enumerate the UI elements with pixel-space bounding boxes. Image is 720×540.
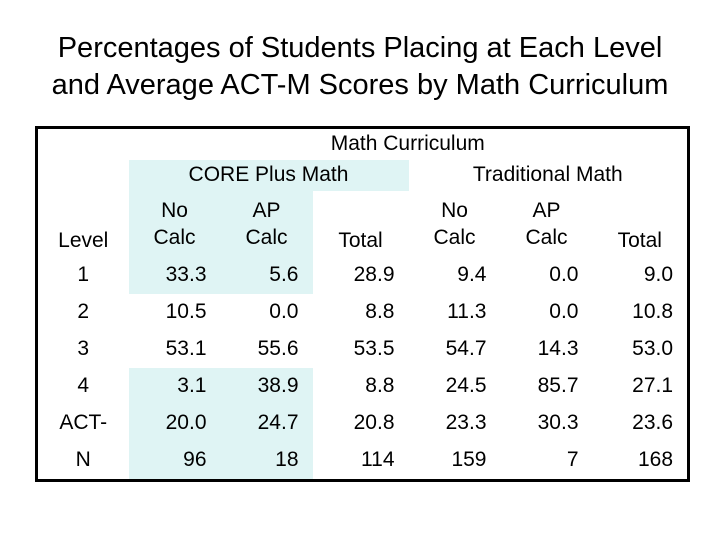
trad-no-calc-cell: 24.5 (445, 374, 487, 398)
core-no-calc-cell: 3.1 (129, 368, 221, 405)
trad-ap-calc-cell: 30.3 (537, 411, 579, 435)
core-no-calc-header (129, 191, 221, 257)
title-line-2: and Average ACT-M Scores by Math Curriculum (51, 69, 669, 101)
trad-total-header: Total (617, 228, 662, 252)
trad-no-calc-cell: 23.3 (445, 411, 487, 435)
header-line: AP (252, 198, 281, 222)
table-row (37, 405, 689, 442)
slide-title (0, 30, 720, 104)
core-no-calc-cell: 10.5 (165, 300, 207, 324)
row-label: 2 (77, 300, 90, 324)
core-no-calc-cell: 96 (129, 442, 221, 481)
trad-no-calc-cell: 9.4 (457, 263, 487, 287)
core-total-header: Total (338, 228, 383, 252)
row-label: ACT- (59, 411, 108, 435)
trad-ap-calc-cell: 0.0 (549, 300, 579, 324)
core-ap-calc-header (221, 191, 313, 257)
level-header: Level (58, 228, 109, 252)
table-row (37, 368, 689, 405)
row-label: 4 (77, 374, 90, 398)
trad-total-cell: 27.1 (632, 374, 674, 398)
header-line: No (441, 198, 468, 222)
core-ap-calc-cell: 18 (221, 442, 313, 481)
core-ap-calc-cell: 24.7 (221, 405, 313, 442)
header-line: No (161, 198, 188, 222)
trad-total-cell: 9.0 (643, 263, 674, 287)
trad-ap-calc-cell: 85.7 (537, 374, 579, 398)
core-total-cell: 114 (361, 448, 395, 472)
trad-total-cell: 53.0 (632, 337, 674, 361)
row-label: N (75, 448, 91, 472)
curriculum-header-row (37, 160, 689, 191)
header-line: AP (532, 198, 561, 222)
core-no-calc-cell: 20.0 (129, 405, 221, 442)
traditional-math-header: Traditional Math (472, 163, 623, 187)
trad-no-calc-header (409, 191, 501, 257)
trad-total-cell: 23.6 (632, 411, 674, 435)
header-line: Calc (525, 225, 568, 249)
title-line-1: Percentages of Students Placing at Each Level (57, 32, 663, 64)
results-table (35, 126, 690, 482)
table-row (37, 331, 689, 368)
core-total-cell: 28.9 (353, 263, 395, 287)
table-row (37, 294, 689, 331)
header-line: Calc (153, 225, 196, 249)
trad-ap-calc-cell: 0.0 (549, 263, 579, 287)
core-ap-calc-cell: 55.6 (257, 337, 299, 361)
header-line: Calc (245, 225, 288, 249)
core-no-calc-cell: 53.1 (165, 337, 207, 361)
core-total-cell: 53.5 (353, 337, 395, 361)
corner-cell-2 (37, 160, 129, 191)
core-no-calc-cell: 33.3 (129, 257, 221, 294)
core-plus-math-header: CORE Plus Math (129, 160, 409, 191)
trad-ap-calc-cell: 7 (566, 448, 579, 472)
trad-ap-calc-cell: 14.3 (537, 337, 579, 361)
core-ap-calc-cell: 38.9 (221, 368, 313, 405)
row-label: 3 (77, 337, 90, 361)
table-row (37, 442, 689, 481)
core-total-cell: 8.8 (365, 374, 395, 398)
core-ap-calc-cell: 0.0 (269, 300, 299, 324)
corner-cell (37, 128, 129, 160)
trad-ap-calc-header (501, 191, 593, 257)
core-total-cell: 20.8 (353, 411, 395, 435)
sub-header-row (37, 191, 689, 257)
table-row (37, 257, 689, 294)
trad-no-calc-cell: 54.7 (445, 337, 487, 361)
trad-no-calc-cell: 11.3 (447, 300, 487, 324)
trad-total-cell: 168 (637, 448, 674, 472)
header-line: Calc (433, 225, 476, 249)
core-ap-calc-cell: 5.6 (221, 257, 313, 294)
row-label: 1 (77, 263, 90, 287)
core-total-cell: 8.8 (365, 300, 395, 324)
math-curriculum-header: Math Curriculum (330, 132, 485, 156)
trad-total-cell: 10.8 (632, 300, 674, 324)
trad-no-calc-cell: 159 (451, 448, 487, 472)
group-header-row (37, 128, 689, 160)
